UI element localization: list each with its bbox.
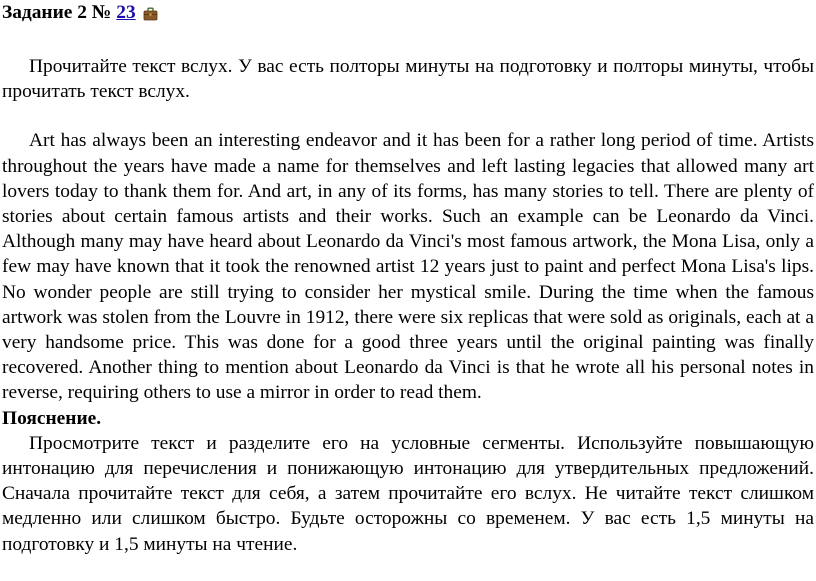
task-number-link[interactable]: 23 bbox=[116, 2, 136, 24]
reading-text-paragraph: Art has always been an interesting endeavor and it has been for a rather long period of time. Artists throughout the years have made a name for themselves and left lasting legacies that allowed many art lovers today to thank them for. And art, in any of its forms, has many stories to tell. There are plenty of stories about certain famous artists and their works. Such an example can be Leonardo da Vinci. Although many may have heard about Leonardo da Vinci's most famous artwork, the Mona Lisa, only a few may have known that it took the renowned artist 12 years just to paint and perfect Mona Lisa's lips. No wonder people are still trying to consider her mystical smile. During the time when the famous artwork was stolen from the Louvre in 1912, there were six replicas that were sold as originals, each at a very handsome price. This was done for a good three years until the original painting was finally recovered. Another thing to mention about Leonardo da Vinci is that he wrote all his personal notes in reverse, requiring others to use a mirror in order to read them. bbox=[2, 130, 814, 404]
instruction-paragraph: Прочитайте текст вслух. У вас есть полторы минуты на подготовку и полторы минуты, чтобы прочитать текст вслух. bbox=[2, 56, 814, 103]
task-header bbox=[2, 0, 814, 26]
task-label: Задание 2 № bbox=[2, 2, 112, 24]
task-page bbox=[2, 0, 814, 557]
explanation-title: Пояснение. bbox=[2, 407, 102, 429]
explanation-paragraph: Просмотрите текст и разделите его на условные сегменты. Используйте повышающую интонацию для перечисления и понижающую интонацию для утвердительных предложений. Сначала прочитайте текст для себя, а затем прочитайте его вслух. Не читайте текст слишком медленно или слишком быстро. Будьте осторожны со временем. У вас есть 1,5 минуты на подготовку и 1,5 минуты на чтение. bbox=[2, 432, 814, 555]
briefcase-icon[interactable] bbox=[143, 3, 158, 17]
